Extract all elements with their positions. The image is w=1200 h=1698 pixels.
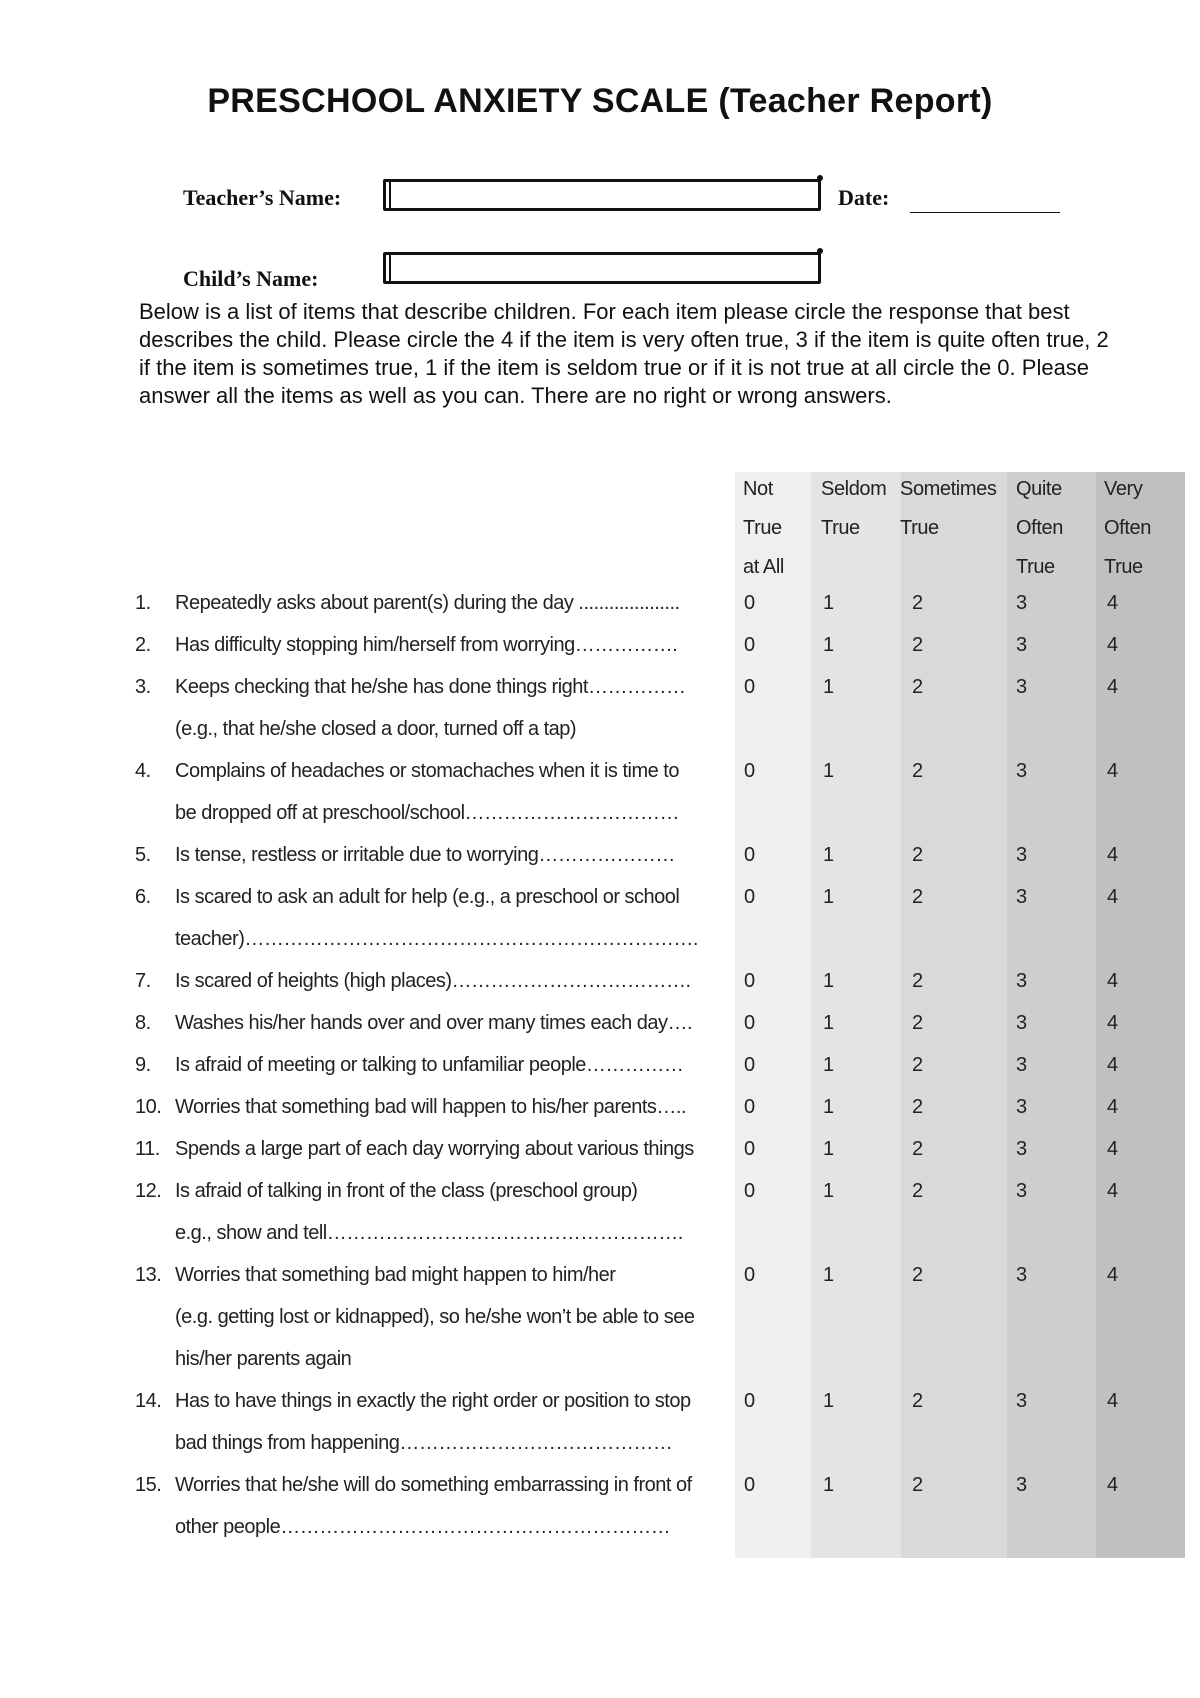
response-option-2[interactable]: 2 [912,760,923,782]
response-option-1[interactable]: 1 [823,1054,834,1076]
response-option-3[interactable]: 3 [1016,676,1027,698]
question-number: 2. [135,634,151,656]
question-text-line: Complains of headaches or stomachaches when it is time to [175,760,679,782]
question-text [175,750,735,834]
question-text-line: teacher)……………………………………………………………. [175,928,698,950]
response-option-1[interactable]: 1 [823,1180,834,1202]
question-number: 13. [135,1264,162,1286]
column-header-very-often-true [1104,470,1151,587]
response-option-1[interactable]: 1 [823,886,834,908]
question-text-line: Spends a large part of each day worrying about various things [175,1138,694,1160]
child-name-label: Child’s Name: [183,266,319,291]
response-option-3[interactable]: 3 [1016,592,1027,614]
question-text-line: Has to have things in exactly the right order or position to stop [175,1390,691,1412]
response-option-2[interactable]: 2 [912,844,923,866]
response-option-4[interactable]: 4 [1107,1096,1118,1118]
response-option-2[interactable]: 2 [912,1012,923,1034]
response-option-2[interactable]: 2 [912,886,923,908]
question-number: 3. [135,676,151,698]
question-text-line: Has difficulty stopping him/herself from worrying……………. [175,634,678,656]
question-number: 4. [135,760,151,782]
response-option-3[interactable]: 3 [1016,1474,1027,1496]
question-number: 12. [135,1180,162,1202]
column-header-line: at All [743,556,784,578]
response-option-4[interactable]: 4 [1107,970,1118,992]
response-option-3[interactable]: 3 [1016,760,1027,782]
response-option-0[interactable]: 0 [744,1390,755,1412]
response-option-3[interactable]: 3 [1016,1390,1027,1412]
response-option-3[interactable]: 3 [1016,844,1027,866]
response-option-4[interactable]: 4 [1107,1180,1118,1202]
column-header-line: Very [1104,478,1143,500]
response-option-3[interactable]: 3 [1016,1138,1027,1160]
question-text-line: Washes his/her hands over and over many times each day…. [175,1012,693,1034]
child-name-field[interactable] [383,252,821,284]
response-option-4[interactable]: 4 [1107,1264,1118,1286]
date-field[interactable] [910,212,1060,213]
question-text [175,1254,735,1380]
response-option-0[interactable]: 0 [744,592,755,614]
response-option-0[interactable]: 0 [744,844,755,866]
question-text-line: (e.g., that he/she closed a door, turned off a tap) [175,718,577,740]
response-option-0[interactable]: 0 [744,1180,755,1202]
response-option-4[interactable]: 4 [1107,1474,1118,1496]
response-option-3[interactable]: 3 [1016,970,1027,992]
column-header-line: Often [1104,517,1151,539]
response-option-4[interactable]: 4 [1107,886,1118,908]
column-header-line: Sometimes [900,478,997,500]
response-option-3[interactable]: 3 [1016,1054,1027,1076]
question-text-line: bad things from happening…………………………………… [175,1432,673,1454]
response-option-2[interactable]: 2 [912,1390,923,1412]
response-option-3[interactable]: 3 [1016,886,1027,908]
question-number: 10. [135,1096,162,1118]
response-option-1[interactable]: 1 [823,592,834,614]
question-text-line: other people…………………………………………………… [175,1516,671,1538]
question-text-line: Repeatedly asks about parent(s) during the day .................... [175,592,680,614]
response-option-1[interactable]: 1 [823,970,834,992]
response-option-4[interactable]: 4 [1107,1138,1118,1160]
question-text-line: Worries that something bad might happen to him/her [175,1264,616,1286]
teacher-name-field[interactable] [383,179,821,211]
date-label: Date: [838,185,890,210]
response-option-2[interactable]: 2 [912,970,923,992]
response-option-1[interactable]: 1 [823,760,834,782]
response-option-1[interactable]: 1 [823,676,834,698]
question-text [175,624,735,666]
question-text-line: Worries that something bad will happen to his/her parents….. [175,1096,687,1118]
column-header-quite-often-true [1016,470,1063,587]
question-text [175,1380,735,1464]
column-header-seldom-true [821,470,886,548]
column-header-line: Quite [1016,478,1062,500]
question-text-line: his/her parents again [175,1348,352,1370]
question-number: 6. [135,886,151,908]
question-text [175,1170,735,1254]
question-text-line: Is scared of heights (high places)………………………………. [175,970,691,992]
response-option-0[interactable]: 0 [744,1054,755,1076]
column-header-line: True [1016,556,1055,578]
question-text [175,876,735,960]
response-option-1[interactable]: 1 [823,1474,834,1496]
page-title: PRESCHOOL ANXIETY SCALE (Teacher Report) [207,82,993,120]
question-text-line: (e.g. getting lost or kidnapped), so he/she won’t be able to see [175,1306,695,1328]
response-option-2[interactable]: 2 [912,1264,923,1286]
response-option-1[interactable]: 1 [823,634,834,656]
response-option-2[interactable]: 2 [912,592,923,614]
response-option-0[interactable]: 0 [744,1138,755,1160]
column-header-line: True [821,517,860,539]
response-option-2[interactable]: 2 [912,1474,923,1496]
instructions: Below is a list of items that describe children. For each item please circle the response that best describes the child. Please circle the 4 if the item is very often true, 3 if the item is quite often true, 2 if the item is sometimes true, 1 if the item is seldom true or if it is not true at all circle the 0. Please answer all the items as well as you can. There are no right or wrong answers. [139,299,1109,408]
column-header-line: Often [1016,517,1063,539]
response-option-1[interactable]: 1 [823,1012,834,1034]
question-text [175,834,735,876]
response-option-1[interactable]: 1 [823,1138,834,1160]
response-option-2[interactable]: 2 [912,1138,923,1160]
question-text [175,1464,735,1548]
response-option-4[interactable]: 4 [1107,592,1118,614]
question-text-line: be dropped off at preschool/school…………………………… [175,802,680,824]
response-option-1[interactable]: 1 [823,1390,834,1412]
response-option-0[interactable]: 0 [744,760,755,782]
question-text [175,1044,735,1086]
response-option-0[interactable]: 0 [744,1012,755,1034]
response-option-0[interactable]: 0 [744,634,755,656]
response-option-4[interactable]: 4 [1107,676,1118,698]
question-text [175,960,735,1002]
response-option-2[interactable]: 2 [912,634,923,656]
column-header-line: True [743,517,782,539]
response-option-4[interactable]: 4 [1107,760,1118,782]
response-option-1[interactable]: 1 [823,844,834,866]
response-option-0[interactable]: 0 [744,1264,755,1286]
response-option-0[interactable]: 0 [744,886,755,908]
question-text [175,1086,735,1128]
question-number: 5. [135,844,151,866]
response-option-0[interactable]: 0 [744,970,755,992]
teacher-name-label: Teacher’s Name: [183,185,342,210]
question-number: 14. [135,1390,162,1412]
response-option-3[interactable]: 3 [1016,1012,1027,1034]
response-option-4[interactable]: 4 [1107,1012,1118,1034]
response-option-1[interactable]: 1 [823,1096,834,1118]
response-option-1[interactable]: 1 [823,1264,834,1286]
question-number: 9. [135,1054,151,1076]
column-header-line: True [900,517,939,539]
response-option-3[interactable]: 3 [1016,1096,1027,1118]
question-text-line: Is afraid of talking in front of the class (preschool group) [175,1180,638,1202]
response-option-2[interactable]: 2 [912,1054,923,1076]
response-option-4[interactable]: 4 [1107,844,1118,866]
question-text-line: Is tense, restless or irritable due to worrying………………… [175,844,675,866]
question-text [175,1002,735,1044]
question-number: 11. [135,1138,160,1160]
response-option-0[interactable]: 0 [744,1096,755,1118]
column-header-sometimes-true [900,470,996,548]
question-text [175,1128,735,1170]
column-header-not-true-at-all [743,470,784,587]
column-header-line: Not [743,478,773,500]
response-option-3[interactable]: 3 [1016,1264,1027,1286]
response-option-4[interactable]: 4 [1107,1390,1118,1412]
response-option-0[interactable]: 0 [744,1474,755,1496]
question-text-line: Keeps checking that he/she has done things right…………… [175,676,686,698]
response-option-2[interactable]: 2 [912,676,923,698]
question-number: 15. [135,1474,162,1496]
response-option-2[interactable]: 2 [912,1096,923,1118]
question-text [175,666,735,750]
question-number: 1. [135,592,151,614]
response-option-4[interactable]: 4 [1107,1054,1118,1076]
response-option-4[interactable]: 4 [1107,634,1118,656]
response-option-3[interactable]: 3 [1016,634,1027,656]
question-text-line: e.g., show and tell………………………………………………. [175,1222,683,1244]
column-header-line: True [1104,556,1143,578]
question-number: 8. [135,1012,151,1034]
question-number: 7. [135,970,151,992]
column-header-line: Seldom [821,478,887,500]
question-text-line: Is scared to ask an adult for help (e.g., a preschool or school [175,886,680,908]
response-option-0[interactable]: 0 [744,676,755,698]
response-option-3[interactable]: 3 [1016,1180,1027,1202]
question-text-line: Worries that he/she will do something embarrassing in front of [175,1474,692,1496]
question-text [175,582,735,624]
response-option-2[interactable]: 2 [912,1180,923,1202]
question-text-line: Is afraid of meeting or talking to unfamiliar people…………… [175,1054,684,1076]
